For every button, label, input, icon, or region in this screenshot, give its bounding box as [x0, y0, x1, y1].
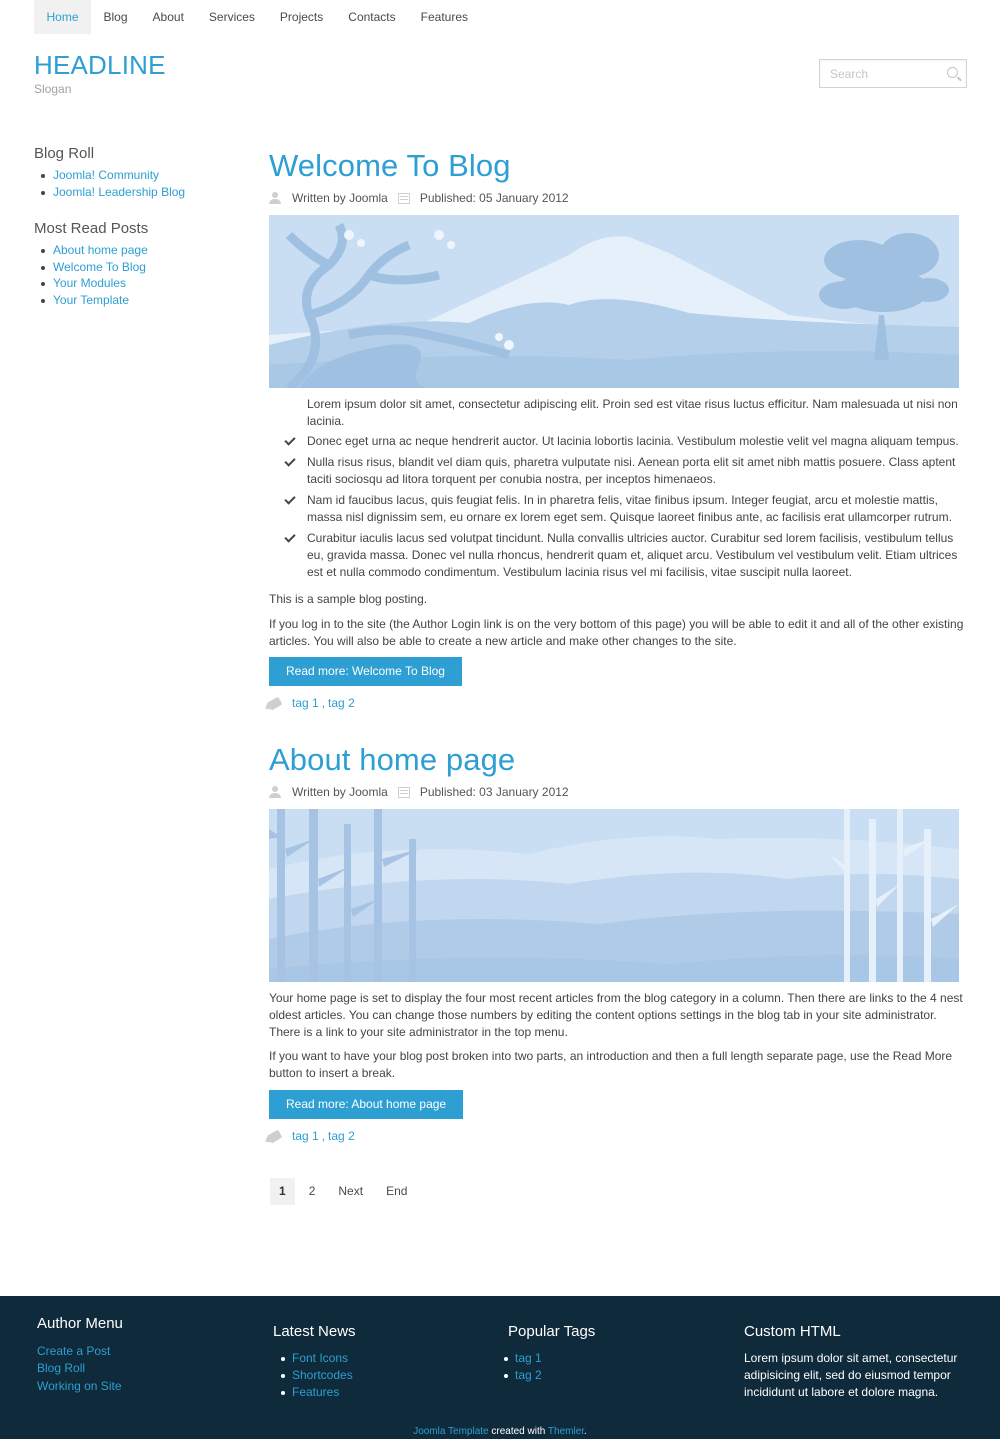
tag-icon	[268, 1129, 283, 1143]
list-item: Nam id faucibus lacus, quis feugiat felis. In in pharetra felis, vitae finibus ipsum. Integer feugiat, arcu et molestie mattis, massa nisl dignissim sem, eu ornare ex lorem eget sem. Quisque laoreet finibus ante, ac facilisis erat ullamcorper rutrum.	[269, 492, 969, 526]
search-box	[819, 59, 967, 88]
check-icon	[284, 455, 295, 466]
blog-roll-link[interactable]: Joomla! Community	[53, 168, 160, 182]
read-more-button[interactable]: Read more: About home page	[269, 1090, 463, 1119]
custom-html-text: Lorem ipsum dolor sit amet, consectetur adipisicing elit, sed do eiusmod tempor incididunt ut labore et dolore magna.	[744, 1351, 958, 1399]
latest-news-title: Latest News	[273, 1323, 356, 1340]
article-meta	[269, 784, 569, 800]
calendar-icon	[398, 193, 410, 204]
author-menu-title: Author Menu	[37, 1315, 123, 1332]
page-next[interactable]: Next	[338, 1184, 364, 1198]
footer-link-blog-roll[interactable]: Blog Roll	[37, 1361, 86, 1375]
nav-item-projects[interactable]: Projects	[279, 10, 324, 24]
list-item[interactable]: tag 1	[496, 1350, 542, 1367]
nav-item-about[interactable]: About	[152, 10, 184, 24]
blog-roll-link[interactable]: Joomla! Leadership Blog	[53, 184, 186, 199]
nav-item-blog[interactable]: Blog	[103, 10, 128, 24]
article-published: Published: 03 January 2012	[419, 785, 569, 799]
article-author: Written by Joomla	[292, 191, 388, 205]
list-item	[34, 184, 185, 201]
site-headline[interactable]: HEADLINE	[34, 50, 166, 80]
bamboo-landscape-illustration	[269, 809, 959, 982]
most-read-link[interactable]: Welcome To Blog	[53, 259, 146, 274]
list-item	[34, 167, 185, 184]
article-hero-image	[269, 215, 959, 388]
nav-item-features[interactable]: Features	[420, 10, 468, 24]
list-item: Curabitur iaculis lacus sed volutpat tincidunt. Nulla convallis ultricies auctor. Curabitur sed lorem facilisis, vestibulum tellus eu, gravida massa. Donec vel nulla rhoncus, hendrerit quam et, aliquet arcu. Vestibulum vel vestibulum velit. Etiam ultrices est et nulla commodo condimentum. Vestibulum lacinia risus vel mi facilisis, vitae suscipit nulla laoreet.	[269, 530, 969, 581]
footer-link-working-on-site[interactable]: Working on Site	[37, 1379, 122, 1393]
nav-item-home[interactable]: Home	[34, 0, 91, 34]
joomla-template-link[interactable]: Joomla Template	[413, 1426, 489, 1437]
tag-separator: ,	[321, 1129, 326, 1143]
list-item[interactable]: tag 2	[496, 1367, 542, 1384]
nav-item-services[interactable]: Services	[208, 10, 255, 24]
most-read-list	[34, 242, 148, 309]
themler-link[interactable]: Themler	[547, 1426, 585, 1437]
copyright-end: .	[584, 1426, 587, 1437]
read-more-button[interactable]: Read more: Welcome To Blog	[269, 657, 462, 686]
user-icon	[269, 786, 281, 798]
calendar-icon	[398, 787, 410, 798]
footer-link-create-post[interactable]: Create a Post	[37, 1344, 111, 1358]
article-paragraph: This is a sample blog posting.	[269, 592, 428, 606]
custom-html-title: Custom HTML	[744, 1323, 841, 1340]
page-link-2[interactable]: 2	[308, 1184, 316, 1198]
article-intro: Lorem ipsum dolor sit amet, consectetur adipiscing elit. Proin sed est vitae risus luctus efficitur. Nam malesuada ut nisi non lacinia.	[307, 397, 958, 428]
search-input[interactable]	[820, 60, 938, 87]
list-item[interactable]: Features	[273, 1384, 353, 1401]
list-item	[34, 259, 148, 276]
top-nav	[34, 0, 481, 34]
copyright	[0, 1426, 1000, 1437]
latest-news-list	[273, 1350, 353, 1401]
article-paragraph: If you log in to the site (the Author Login link is on the very bottom of this page) you will be able to edit it and all of the other existing articles. You will also be able to create a new article and make other changes to the site.	[269, 617, 964, 648]
article-title[interactable]: About home page	[269, 742, 516, 777]
popular-tags-list	[496, 1350, 542, 1384]
article-tags	[269, 1128, 355, 1144]
list-item	[34, 242, 148, 259]
check-icon	[284, 531, 295, 542]
article-published: Published: 05 January 2012	[419, 191, 569, 205]
article-hero-image	[269, 809, 959, 982]
site-slogan: Slogan	[34, 82, 72, 96]
page-end[interactable]: End	[386, 1184, 408, 1198]
site-footer	[0, 1296, 1000, 1439]
list-item[interactable]: Shortcodes	[273, 1367, 353, 1384]
tag-icon	[268, 696, 283, 710]
article-title[interactable]: Welcome To Blog	[269, 148, 511, 183]
blog-roll-title: Blog Roll	[34, 145, 95, 162]
tag-link[interactable]: tag 1	[292, 1129, 319, 1143]
most-read-link[interactable]: Your Template	[53, 293, 130, 308]
nav-item-contacts[interactable]: Contacts	[348, 10, 396, 24]
article-tags	[269, 695, 355, 711]
article-bullets	[269, 433, 969, 585]
article-paragraph: Your home page is set to display the four most recent articles from the blog category in a column. Then there are links to the 4 nest oldest articles. You can change those numbers by editing the content options settings in the blog tab in your site administrator. There is a link to your site administrator in the top menu.	[269, 991, 963, 1039]
article-meta	[269, 190, 569, 206]
page-current: 1	[270, 1178, 295, 1205]
pagination	[270, 1178, 421, 1205]
list-item	[34, 275, 148, 292]
list-item: Donec eget urna ac neque hendrerit auctor. Ut lacinia lobortis lacinia. Vestibulum molestie velit vel magna aliquam tempus.	[269, 433, 969, 450]
blog-roll-list	[34, 167, 185, 200]
most-read-link[interactable]: About home page	[53, 243, 148, 257]
check-icon	[284, 493, 295, 504]
article-paragraph: If you want to have your blog post broken into two parts, an introduction and then a full length separate page, use the Read More button to insert a break.	[269, 1049, 953, 1080]
popular-tags-title: Popular Tags	[508, 1323, 596, 1340]
list-item: Nulla risus risus, blandit vel diam quis, pharetra vulputate nisi. Aenean porta elit sit amet nibh mattis posuere. Class aptent taciti sociosqu ad litora torquent per conubia nostra, per inceptos himenaeos.	[269, 454, 969, 488]
tag-link[interactable]: tag 1	[292, 696, 319, 710]
most-read-title: Most Read Posts	[34, 220, 149, 237]
article-author: Written by Joomla	[292, 785, 388, 799]
search-icon[interactable]	[947, 67, 958, 78]
most-read-link[interactable]: Your Modules	[53, 276, 126, 291]
user-icon	[269, 192, 281, 204]
check-icon	[284, 434, 295, 445]
list-item[interactable]: Font Icons	[273, 1350, 353, 1367]
copyright-text: created with	[488, 1426, 548, 1437]
tag-link[interactable]: tag 2	[328, 1129, 355, 1143]
mountain-landscape-illustration	[269, 215, 959, 388]
list-item	[34, 292, 148, 309]
tag-separator: ,	[321, 696, 326, 710]
tag-link[interactable]: tag 2	[328, 696, 355, 710]
